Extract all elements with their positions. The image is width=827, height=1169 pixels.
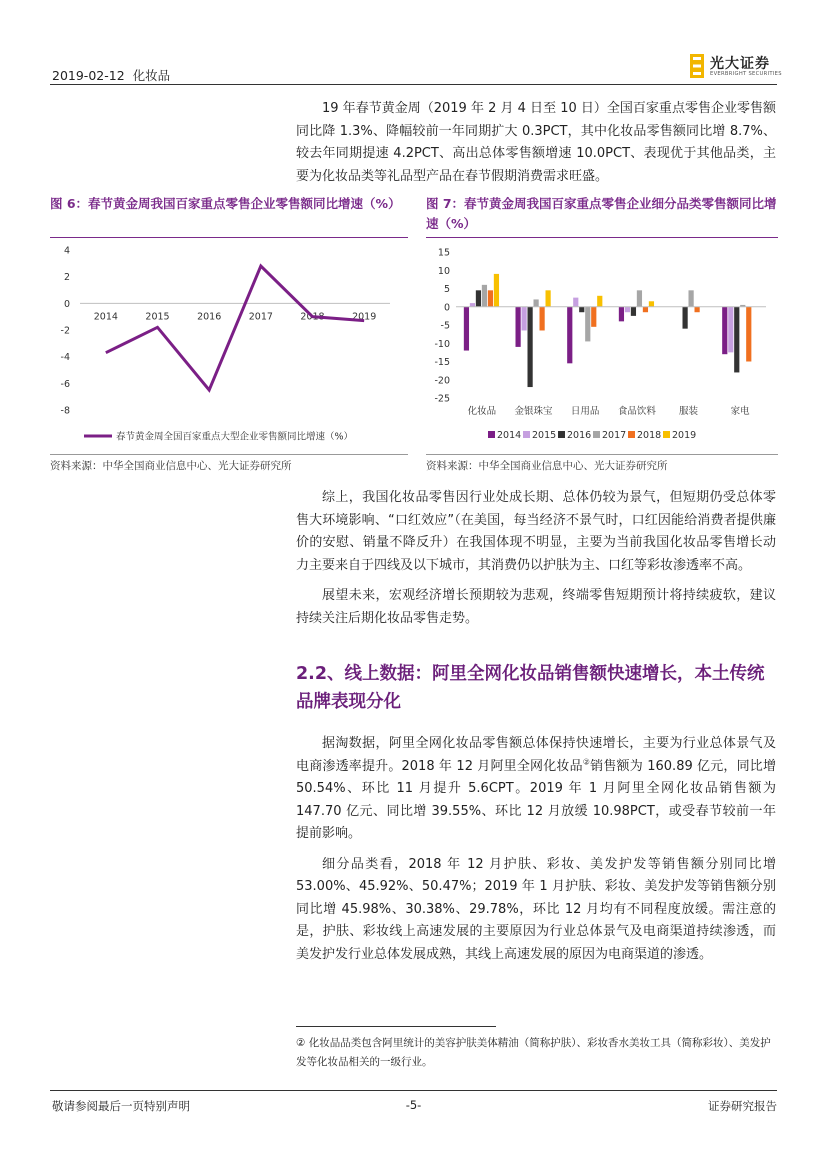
summary-block bbox=[296, 487, 776, 630]
bar bbox=[540, 307, 545, 331]
x-tick-label: 2017 bbox=[248, 311, 273, 323]
y-tick-label: -4 bbox=[60, 352, 70, 364]
x-tick-label: 家电 bbox=[730, 406, 750, 417]
figure6-source: 资料来源：中华全国商业信息中心、光大证券研究所 bbox=[50, 460, 292, 472]
online-paragraph-2: 细分品类看，2018 年 12 月护肤、彩妆、美发护发等销售额分别同比增 53.00%、45.92%、50.47%；2019 年 1 月护肤、彩妆、美发护发等销售额分别同比增 45.98%、30.38%、29.78%，环比 12 月均有不同程度放缓。需注意的是，护肤、彩妆线上高速发展的主要原因为行业总体景气及电商渠道持续渗透，而美发护发行业总体发展成熟，其线上高速发展的原因为电商渠道的渗透。 bbox=[296, 856, 776, 962]
intro-paragraph: 19 年春节黄金周（2019 年 2 月 4 日至 10 日）全国百家重点零售企业零售额同比降 1.3%、降幅较前一年同期扩大 0.3PCT，其中化妆品零售额同比增 8.7%、较去年同期提速 4.2PCT、高出总体零售额增速 10.0PCT、表现优于其他品类，主要为化妆品类等礼品型产品在春节假期消费需求旺盛。 bbox=[296, 101, 776, 184]
y-tick-label: -5 bbox=[440, 320, 450, 332]
figure6-chart bbox=[50, 240, 410, 450]
bar bbox=[546, 290, 551, 306]
header-category: 化妆品 bbox=[132, 68, 171, 83]
bar bbox=[522, 307, 527, 331]
bar bbox=[567, 307, 572, 364]
figure7-source-rule bbox=[426, 454, 778, 455]
bar bbox=[722, 307, 727, 354]
bar bbox=[476, 290, 481, 306]
bar bbox=[579, 307, 584, 312]
y-tick-label: -6 bbox=[60, 378, 70, 390]
legend-swatch bbox=[523, 431, 530, 438]
y-tick-label: -25 bbox=[434, 393, 450, 405]
x-tick-label: 2016 bbox=[197, 311, 222, 323]
bar bbox=[464, 307, 469, 351]
bar bbox=[494, 274, 499, 307]
y-tick-label: 15 bbox=[437, 247, 450, 259]
bar bbox=[689, 290, 694, 306]
online-p1-before: 据淘数据，阿里全网化妆品零售额总体保持快速增长，主要为行业总体景气及电商渗透率提升。2018 年 12 月阿里全网化妆品 bbox=[296, 736, 776, 774]
legend-label: 2016 bbox=[567, 430, 592, 441]
x-tick-label: 化妆品 bbox=[467, 406, 497, 417]
bar bbox=[591, 307, 596, 327]
legend-swatch bbox=[488, 431, 495, 438]
brand-logo bbox=[690, 52, 780, 82]
x-tick-label: 2019 bbox=[352, 311, 377, 323]
series-line bbox=[106, 266, 364, 390]
legend-swatch bbox=[628, 431, 635, 438]
figure6-source-rule bbox=[50, 454, 408, 455]
online-paragraph-1 bbox=[296, 733, 776, 846]
legend-label: 2015 bbox=[532, 430, 557, 441]
footnote: ② 化妆品品类包含阿里统计的美容护肤美体精油（简称护肤）、彩妆香水美妆工具（简称彩妆）、美发护发等化妆品相关的一级行业。 bbox=[296, 1037, 771, 1068]
legend-swatch bbox=[593, 431, 600, 438]
legend-label: 春节黄金周全国百家重点大型企业零售额同比增速（%） bbox=[116, 431, 354, 443]
bar bbox=[597, 296, 602, 307]
y-tick-label: 0 bbox=[443, 302, 450, 314]
y-tick-label: -15 bbox=[434, 357, 450, 368]
legend-label: 2019 bbox=[672, 430, 697, 441]
bar bbox=[683, 307, 688, 329]
footnote-ref: ② bbox=[582, 757, 591, 767]
x-tick-label: 日用品 bbox=[570, 406, 600, 417]
intro-paragraph-block bbox=[296, 98, 776, 188]
bar bbox=[695, 307, 700, 312]
bar bbox=[728, 307, 733, 353]
bar bbox=[625, 307, 630, 312]
figure7-chart bbox=[426, 240, 778, 452]
bar bbox=[528, 307, 533, 387]
figure6-title-rule bbox=[50, 237, 408, 238]
legend-label: 2014 bbox=[497, 430, 522, 441]
section-title: 2.2、线上数据：阿里全网化妆品销售额快速增长，本土传统品牌表现分化 bbox=[296, 664, 765, 712]
header-divider bbox=[50, 84, 777, 85]
legend-label: 2017 bbox=[602, 430, 627, 441]
bar bbox=[637, 290, 642, 306]
footer-page-number: -5- bbox=[405, 1098, 422, 1112]
bar bbox=[482, 285, 487, 307]
logo-mark-icon bbox=[690, 54, 704, 78]
legend-swatch bbox=[663, 431, 670, 438]
bar bbox=[649, 301, 654, 306]
y-tick-label: -2 bbox=[60, 325, 70, 337]
x-tick-label: 食品饮料 bbox=[617, 406, 656, 417]
bar bbox=[631, 307, 636, 316]
x-tick-label: 2014 bbox=[93, 311, 118, 323]
y-tick-label: 2 bbox=[63, 272, 70, 284]
footer-divider bbox=[50, 1090, 777, 1091]
y-tick-label: -10 bbox=[434, 338, 450, 350]
x-tick-label: 金银珠宝 bbox=[514, 406, 553, 417]
x-tick-label: 服装 bbox=[678, 406, 699, 417]
bar bbox=[573, 298, 578, 307]
summary-paragraph-1: 综上，我国化妆品零售因行业处成长期、总体仍较为景气，但短期仍受总体零售大环境影响、“口红效应”（在美国，每当经济不景气时，口红因能给消费者提供廉价的安慰、销量不降反升）在我国体现不明显，主要为当前我国化妆品零售增长动力主要来自于四线及以下城市，其消费仍以护肤为主、口红等彩妆渗透率不高。 bbox=[296, 490, 776, 573]
header-date: 2019-02-12 bbox=[52, 68, 125, 83]
x-tick-label: 2015 bbox=[145, 311, 170, 323]
legend-swatch bbox=[558, 431, 565, 438]
bar bbox=[488, 290, 493, 306]
footnote-rule bbox=[296, 1026, 496, 1027]
figure7-source: 资料来源：中华全国商业信息中心、光大证券研究所 bbox=[426, 460, 668, 472]
footer-disclaimer: 敬请参阅最后一页特别声明 bbox=[52, 1099, 190, 1113]
logo-name-cn: 光大证券 bbox=[710, 56, 770, 72]
online-block bbox=[296, 733, 776, 966]
bar bbox=[585, 307, 590, 342]
bar bbox=[534, 299, 539, 306]
legend-label: 2018 bbox=[637, 430, 662, 441]
y-tick-label: 4 bbox=[63, 245, 70, 257]
x-tick-label: 2018 bbox=[300, 311, 325, 323]
figure7-title-rule bbox=[426, 237, 778, 238]
footer-report-type: 证券研究报告 bbox=[708, 1099, 777, 1113]
bar bbox=[643, 307, 648, 312]
figure6-title: 图 6：春节黄金周我国百家重点零售企业零售额同比增速（%） bbox=[50, 196, 401, 211]
y-tick-label: -20 bbox=[434, 375, 450, 387]
bar bbox=[619, 307, 624, 322]
bar bbox=[516, 307, 521, 347]
logo-name-en: EVERBRIGHT SECURITIES bbox=[710, 71, 782, 77]
bar bbox=[746, 307, 751, 362]
header-date-category bbox=[52, 66, 170, 84]
figure7-title: 图 7：春节黄金周我国百家重点零售企业细分品类零售额同比增速（%） bbox=[426, 196, 777, 231]
bar bbox=[734, 307, 739, 373]
bar bbox=[470, 303, 475, 307]
y-tick-label: 0 bbox=[63, 298, 70, 310]
summary-paragraph-2: 展望未来，宏观经济增长预期较为悲观，终端零售短期预计将持续疲软，建议持续关注后期化妆品零售走势。 bbox=[296, 588, 776, 626]
y-tick-label: 5 bbox=[443, 284, 450, 295]
y-tick-label: -8 bbox=[60, 405, 70, 417]
online-p1-after: 销售额为 160.89 亿元，同比增 50.54%、环比 11 月提升 5.6CPT。2019 年 1 月阿里全网化妆品销售额为 147.70 亿元、同比增 39.55%、环比 12 月放缓 10.98PCT，或受春节较前一年提前影响。 bbox=[296, 758, 776, 841]
y-tick-label: 10 bbox=[437, 265, 450, 277]
